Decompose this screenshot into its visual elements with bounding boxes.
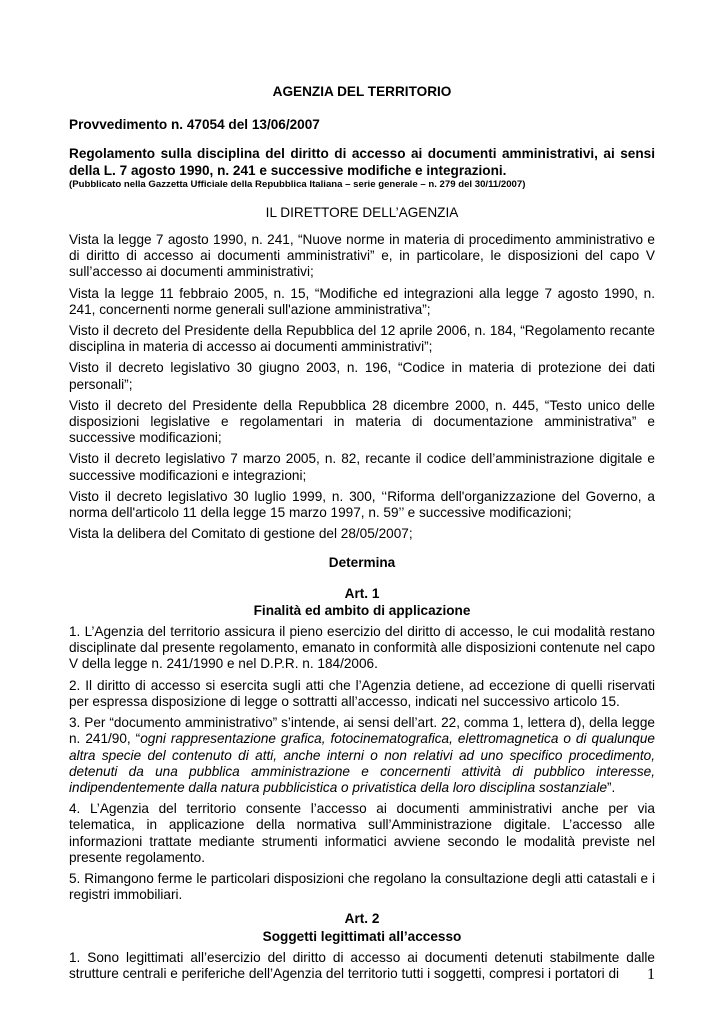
- preamble-item: Visto il decreto del Presidente della Repubblica 28 dicembre 2000, n. 445, “Testo unico delle disposizioni legislative e regolamentari in materia di documentazione amministrativa” e successive modificazioni;: [69, 397, 655, 446]
- regulation-title: Regolamento sulla disciplina del diritto di accesso ai documenti amministrativi, ai sensi della L. 7 agosto 1990, n. 241 e successive modifiche e integrazioni.: [69, 146, 655, 178]
- preamble-item: Visto il decreto legislativo 30 luglio 1999, n. 300, ‘‘Riforma dell'organizzazione del Governo, a norma dell'articolo 11 della legge 15 marzo 1997, n. 59’’ e successive modificazioni;: [69, 488, 655, 521]
- article-1-number: Art. 1: [344, 585, 380, 601]
- article-1-paragraph-3-quote: ogni rappresentazione grafica, fotocinematografica, elettromagnetica o di qualunque altra specie del contenuto di atti, anche interni o non relativi ad uno specifico procedimento, detenuti da una pubblica amministrazione e concernenti attività di pubblico interesse, indipendentemente dalla natura pubblicistica o privatistica della loro disciplina sostanziale: [69, 731, 655, 795]
- document-page: [69, 78, 655, 982]
- agency-name: AGENZIA DEL TERRITORIO: [272, 84, 452, 99]
- preamble-item: Vista la legge 11 febbraio 2005, n. 15, “Modifiche ed integrazioni alla legge 7 agosto 1990, n. 241, concernenti norme generali sull'azione amministrativa”;: [69, 285, 655, 317]
- article-1-paragraph-3: [69, 715, 655, 796]
- article-2-number: Art. 2: [344, 911, 380, 927]
- article-1-title: Finalità ed ambito di applicazione: [253, 602, 471, 618]
- article-1-paragraph: 1. L’Agenzia del territorio assicura il pieno esercizio del diritto di accesso, le cui modalità restano disciplinate dal presente regolamento, emanato in conformità alle disposizioni contenute nel capo V della legge n. 241/1990 e nel D.P.R. n. 184/2006.: [69, 624, 655, 672]
- article-1-paragraph-3-intro: 3. Per “documento amministrativo” s’intende, ai sensi dell’art. 22, comma 1, lettera d), della legge n. 241/90, “: [69, 715, 655, 747]
- provvedimento-number: Provvedimento n. 47054 del 13/06/2007: [69, 117, 320, 133]
- article-1-paragraph-3-close: ”.: [607, 779, 616, 795]
- director-heading: IL DIRETTORE DELL’AGENZIA: [265, 204, 459, 220]
- article-2-paragraph: 1. Sono legittimati all’esercizio del diritto di accesso ai documenti detenuti stabilmente dalle strutture centrali e periferiche dell’Agenzia del territorio tutti i soggetti, compresi i portatori di: [69, 949, 655, 981]
- article-1-paragraph: 2. Il diritto di accesso si esercita sugli atti che l’Agenzia detiene, ad eccezione di quelli riservati per espressa disposizione di legge o sottratti all’accesso, indicati nel successivo articolo 15.: [69, 677, 655, 709]
- article-2-title: Soggetti legittimati all’accesso: [262, 928, 462, 944]
- page-number: 1: [647, 966, 655, 983]
- preamble-item: Vista la legge 7 agosto 1990, n. 241, “Nuove norme in materia di procedimento amministrativo e di diritto di accesso ai documenti amministrativi” e, in particolare, le disposizioni del capo V sull’accesso ai documenti amministrativi;: [69, 232, 655, 280]
- preamble-item: Visto il decreto legislativo 7 marzo 2005, n. 82, recante il codice dell’amministrazione digitale e successive modificazioni e integrazioni;: [69, 451, 655, 483]
- preamble-item: Visto il decreto del Presidente della Repubblica del 12 aprile 2006, n. 184, “Regolamento recante disciplina in materia di accesso ai documenti amministrativi”;: [69, 323, 655, 355]
- preamble-item: Vista la delibera del Comitato di gestione del 28/05/2007;: [69, 526, 413, 542]
- determina-heading: Determina: [328, 555, 396, 571]
- preamble-item: Visto il decreto legislativo 30 giugno 2003, n. 196, “Codice in materia di protezione dei dati personali”;: [69, 360, 655, 392]
- publication-note: (Pubblicato nella Gazzetta Ufficiale della Repubblica Italiana – serie generale – n. 279 del 30/11/2007): [69, 178, 526, 190]
- article-1-paragraph: 4. L’Agenzia del territorio consente l’accesso ai documenti amministrativi anche per via telematica, in applicazione della normativa sull’Amministrazione digitale. L’accesso alle informazioni trattate mediante strumenti informatici avviene secondo le modalità previste nel presente regolamento.: [69, 801, 655, 865]
- article-1-paragraph: 5. Rimangono ferme le particolari disposizioni che regolano la consultazione degli atti catastali e i registri immobiliari.: [69, 870, 655, 903]
